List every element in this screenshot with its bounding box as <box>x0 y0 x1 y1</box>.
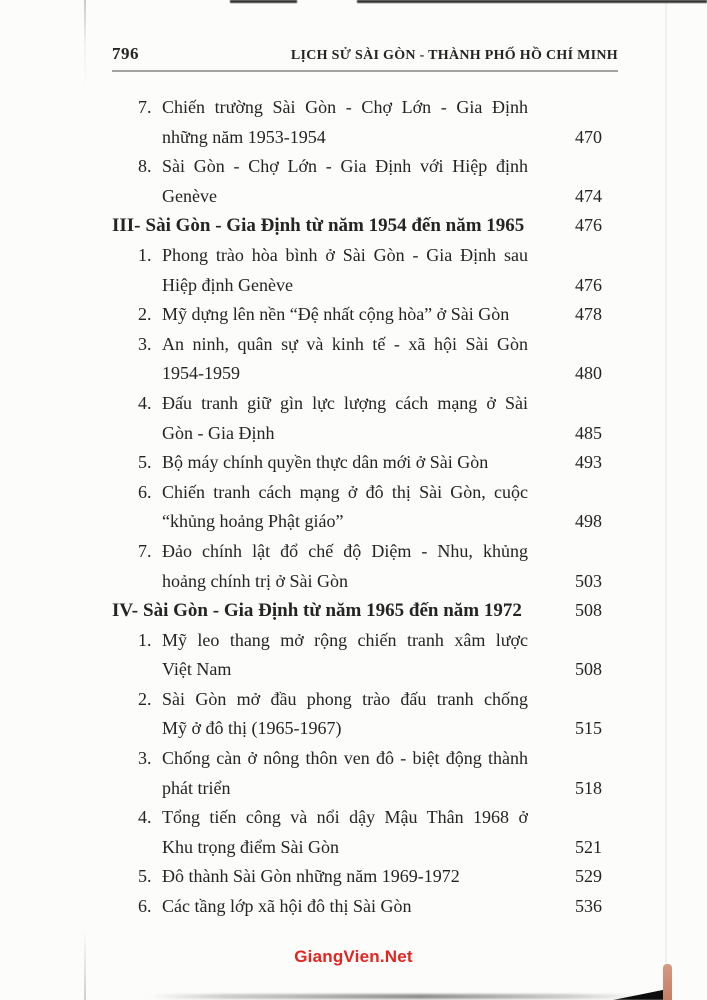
toc-entry-title: Mỹ ở đô thị (1965-1967) <box>162 718 342 739</box>
toc-row <box>112 300 602 330</box>
toc-entry-number: IV- <box>112 600 139 622</box>
toc-page-number: 529 <box>575 866 602 887</box>
toc-entry-number: 1. <box>138 629 152 650</box>
toc-row <box>112 211 602 241</box>
toc-row <box>112 271 602 301</box>
toc-entry-number: 3. <box>138 748 152 769</box>
page-header <box>112 44 618 72</box>
toc-entry-title: Sài Gòn - Gia Định từ năm 1965 đến năm 1972 <box>143 600 522 622</box>
toc-page-number: 498 <box>575 511 602 532</box>
toc-entry-title: Sài Gòn - Chợ Lớn - Gia Định với Hiệp định <box>162 156 528 177</box>
toc-entry-number: III- <box>112 215 141 237</box>
toc-entry-number: 3. <box>138 333 152 354</box>
toc-entry-title: Các tầng lớp xã hội đô thị Sài Gòn <box>162 896 412 917</box>
toc-entry-title: “khủng hoảng Phật giáo” <box>162 511 344 532</box>
toc-entry-title: Đô thành Sài Gòn những năm 1969-1972 <box>162 866 460 887</box>
toc-page-number: 508 <box>575 659 602 680</box>
toc-entry-title: Gòn - Gia Định <box>162 422 275 443</box>
toc-entry-title: Việt Nam <box>162 659 232 680</box>
toc-entry-number: 6. <box>138 481 152 502</box>
toc-row <box>112 123 602 153</box>
toc-row <box>112 685 602 715</box>
toc-row <box>112 507 602 537</box>
toc-row <box>112 241 602 271</box>
toc-entry-number: 5. <box>138 452 152 473</box>
toc-row <box>112 626 602 656</box>
toc-row <box>112 596 602 626</box>
toc-entry-title: Chiến trường Sài Gòn - Chợ Lớn - Gia Định <box>162 97 528 117</box>
toc-page-number: 521 <box>575 836 602 857</box>
toc-entry-title: Mỹ leo thang mở rộng chiến tranh xâm lược <box>162 629 528 650</box>
toc-entry-title: Đấu tranh giữ gìn lực lượng cách mạng ở Sài <box>162 392 528 413</box>
toc-entry-title: Khu trọng điểm Sài Gòn <box>162 836 339 857</box>
toc-row <box>112 655 602 685</box>
toc-row <box>112 537 602 567</box>
toc-page-number: 515 <box>575 718 602 739</box>
toc-row <box>112 803 602 833</box>
toc-entry-number: 7. <box>138 540 152 561</box>
toc-row <box>112 359 602 389</box>
toc-page-number: 485 <box>575 422 602 443</box>
toc-entry-title: Chiến tranh cách mạng ở đô thị Sài Gòn, cuộc <box>162 481 528 502</box>
toc-entry-title: Chống càn ở nông thôn ven đô - biệt động thành <box>162 748 528 769</box>
toc-entry-title: Hiệp định Genève <box>162 274 293 295</box>
toc-row <box>112 774 602 804</box>
toc-row <box>112 478 602 508</box>
toc-entry-number: 2. <box>138 688 152 709</box>
toc-entry-title: 1954-1959 <box>162 363 240 384</box>
toc-row <box>112 152 602 182</box>
toc-page-number: 478 <box>575 304 602 325</box>
toc-row <box>112 567 602 597</box>
toc-entry-number: 2. <box>138 304 152 325</box>
toc-entry-number: 4. <box>138 807 152 828</box>
toc-entry-number: 8. <box>138 156 152 177</box>
toc-row <box>112 862 602 892</box>
toc-entry-title: An ninh, quân sự và kinh tế - xã hội Sài Gòn <box>162 333 528 354</box>
toc-row <box>112 330 602 360</box>
toc-entry-number: 4. <box>138 392 152 413</box>
toc-page-number: 470 <box>575 126 602 147</box>
toc-page-number: 518 <box>575 777 602 798</box>
toc-entry-number: 7. <box>138 97 152 117</box>
toc-entry-title: Sài Gòn - Gia Định từ năm 1954 đến năm 1965 <box>145 215 525 237</box>
toc-entry-title: Mỹ dựng lên nền “Đệ nhất cộng hòa” ở Sài Gòn <box>162 304 510 325</box>
bookmark-ribbon <box>663 964 672 1000</box>
toc-list <box>112 93 602 922</box>
toc-entry-title: những năm 1953-1954 <box>162 126 326 147</box>
toc-page-number: 503 <box>575 570 602 591</box>
toc-entry-number: 1. <box>138 244 152 265</box>
toc-row <box>112 448 602 478</box>
toc-entry-title: Genève <box>162 185 217 206</box>
toc-entry-number: 5. <box>138 866 152 887</box>
toc-entry-title: Phong trào hòa bình ở Sài Gòn - Gia Định sau <box>162 244 528 265</box>
toc-page-number: 508 <box>575 600 602 621</box>
toc-row <box>112 714 602 744</box>
toc-row <box>112 182 602 212</box>
toc-page-number: 476 <box>575 274 602 295</box>
toc-entry-title: hoảng chính trị ở Sài Gòn <box>162 570 348 591</box>
photo-edge-bar-top-right <box>357 0 707 3</box>
photo-edge-smudge-bottom <box>150 994 642 999</box>
toc-entry-number: 6. <box>138 896 152 917</box>
page-number: 796 <box>112 44 139 63</box>
toc-row <box>112 93 602 123</box>
toc-page-number: 480 <box>575 363 602 384</box>
toc-page-number: 493 <box>575 452 602 473</box>
toc-row <box>112 744 602 774</box>
toc-entry-title: Bộ máy chính quyền thực dân mới ở Sài Gòn <box>162 452 489 473</box>
watermark-text: GiangVien.Net <box>294 947 413 966</box>
running-title: LỊCH SỬ SÀI GÒN - THÀNH PHỐ HỒ CHÍ MINH <box>290 48 618 63</box>
toc-row <box>112 892 602 922</box>
page-edge-line-left <box>84 0 86 1000</box>
toc-page-number: 536 <box>575 896 602 917</box>
toc-row <box>112 419 602 449</box>
page-edge-line-right <box>665 0 667 965</box>
toc-entry-title: Sài Gòn mở đầu phong trào đấu tranh chống <box>162 688 528 709</box>
toc-entry-title: Đảo chính lật đổ chế độ Diệm - Nhu, khủng <box>162 540 528 561</box>
toc-page-number: 474 <box>575 185 602 206</box>
toc-row <box>112 389 602 419</box>
toc-page-number: 476 <box>575 215 602 236</box>
toc-row <box>112 833 602 863</box>
toc-entry-title: Tổng tiến công và nổi dậy Mậu Thân 1968 ở <box>162 807 528 828</box>
photo-edge-bar-top-left <box>230 0 297 3</box>
toc-entry-title: phát triển <box>162 777 231 798</box>
